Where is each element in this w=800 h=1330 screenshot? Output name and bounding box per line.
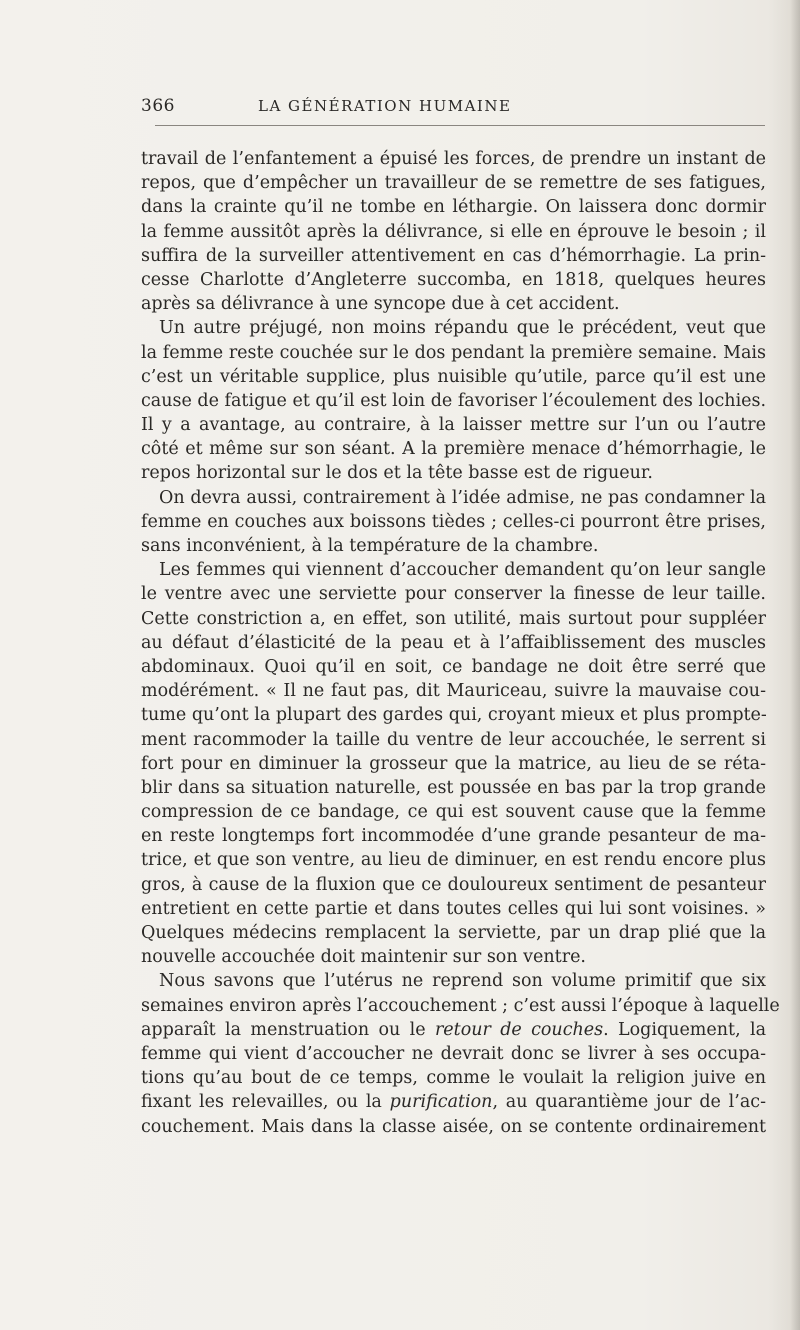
text-line: repos horizontal sur le dos et la tête basse est de rigueur.: [141, 463, 653, 484]
text-line: femme qui vient d’accoucher ne devrait donc se livrer à ses occupa-: [141, 1043, 766, 1064]
text-line: la femme reste couchée sur le dos pendant la première semaine. Mais: [141, 342, 766, 363]
text-line: Un autre préjugé, non moins répandu que le précédent, veut que: [159, 318, 766, 339]
text-line: modérément. « Il ne faut pas, dit Mauriceau, suivre la mauvaise cou-: [141, 681, 766, 702]
text-line: Nous savons que l’utérus ne reprend son volume primitif que six: [159, 971, 766, 992]
text-line: côté et même sur son séant. A la première menace d’hémorrhagie, le: [141, 439, 766, 460]
italic-term-purification: purification: [389, 1092, 493, 1113]
text-line: Les femmes qui viennent d’accoucher demandent qu’on leur sangle: [159, 560, 766, 581]
text-line: fort pour en diminuer la grosseur que la matrice, au lieu de se réta-: [141, 753, 766, 774]
text-line: Il y a avantage, au contraire, à la laisser mettre sur l’un ou l’autre: [141, 415, 766, 436]
text-line: cesse Charlotte d’Angleterre succomba, en 1818, quelques heures: [141, 269, 766, 290]
text-line: Cette constriction a, en effet, son utilité, mais surtout pour suppléer: [141, 608, 766, 629]
text-line: le ventre avec une serviette pour conserver la finesse de leur taille.: [141, 584, 766, 605]
text-line: repos, que d’empêcher un travailleur de se remettre de ses fatigues,: [141, 173, 766, 194]
text-line: On devra aussi, contrairement à l’idée admise, ne pas condamner la: [159, 487, 766, 508]
text-line: tume qu’ont la plupart des gardes qui, croyant mieux et plus prompte-: [141, 705, 767, 726]
text-line: cause de fatigue et qu’il est loin de favoriser l’écoulement des lochies.: [141, 390, 767, 411]
text-line: après sa délivrance à une syncope due à cet accident.: [141, 294, 620, 315]
text-line: [141, 1018, 766, 1042]
text-line: couchement. Mais dans la classe aisée, on se contente ordinairement: [141, 1116, 766, 1137]
text-line: compression de ce bandage, ce qui est souvent cause que la femme: [141, 802, 766, 823]
header-rule: [155, 125, 765, 126]
text-line: suffira de la surveiller attentivement en cas d’hémorrhagie. La prin-: [141, 245, 766, 266]
text-line: femme en couches aux boissons tièdes ; celles-ci pourront être prises,: [141, 511, 766, 532]
text-run: fixant les relevailles, ou la: [141, 1092, 390, 1113]
text-line: tions qu’au bout de ce temps, comme le voulait la religion juive en: [141, 1068, 766, 1089]
text-line: ment racommoder la taille du ventre de leur accouchée, le serrent si: [141, 729, 766, 750]
text-line: travail de l’enfantement a épuisé les forces, de prendre un instant de: [141, 149, 766, 169]
running-title: LA GÉNÉRATION HUMAINE: [258, 97, 512, 115]
text-line: dans la crainte qu’il ne tombe en léthargie. On laissera donc dormir: [141, 197, 766, 218]
text-line: [141, 1090, 766, 1114]
text-line: entretient en cette partie et dans toutes celles qui lui sont voisines. »: [141, 898, 766, 919]
text-line: Quelques médecins remplacent la serviette, par un drap plié que la: [141, 923, 766, 943]
text-run: , au quarantième jour de l’ac-: [492, 1092, 766, 1113]
text-line: trice, et que son ventre, au lieu de diminuer, en est rendu encore plus: [141, 850, 766, 871]
text-line: gros, à cause de la fluxion que ce douloureux sentiment de pesanteur: [141, 874, 766, 895]
text-line: au défaut d’élasticité de la peau et à l’affaiblissement des muscles: [141, 632, 766, 653]
text-line: en reste longtemps fort incommodée d’une grande pesanteur de ma-: [141, 826, 766, 847]
text-line: abdominaux. Quoi qu’il en soit, ce bandage ne doit être serré que: [141, 656, 766, 677]
italic-term-retour-de-couches: retour de couches: [434, 1019, 604, 1040]
text-run: apparaît la menstruation ou le: [141, 1019, 435, 1040]
running-head: [0, 96, 800, 120]
text-run: . Logiquement, la: [603, 1019, 766, 1040]
text-line: semaines environ après l’accouchement ; c’est aussi l’époque à laquelle: [141, 995, 780, 1016]
page-edge-shadow: [790, 0, 800, 1330]
text-line: sans inconvénient, à la température de la chambre.: [141, 536, 599, 556]
text-line: nouvelle accouchée doit maintenir sur son ventre.: [141, 947, 586, 968]
text-line: la femme aussitôt après la délivrance, si elle en éprouve le besoin ; il: [141, 221, 766, 242]
text-line: c’est un véritable supplice, plus nuisible qu’utile, parce qu’il est une: [141, 366, 766, 387]
body-text: [141, 147, 780, 1139]
text-line: blir dans sa situation naturelle, est poussée en bas par la trop grande: [141, 777, 766, 798]
page-number: 366: [141, 96, 175, 116]
